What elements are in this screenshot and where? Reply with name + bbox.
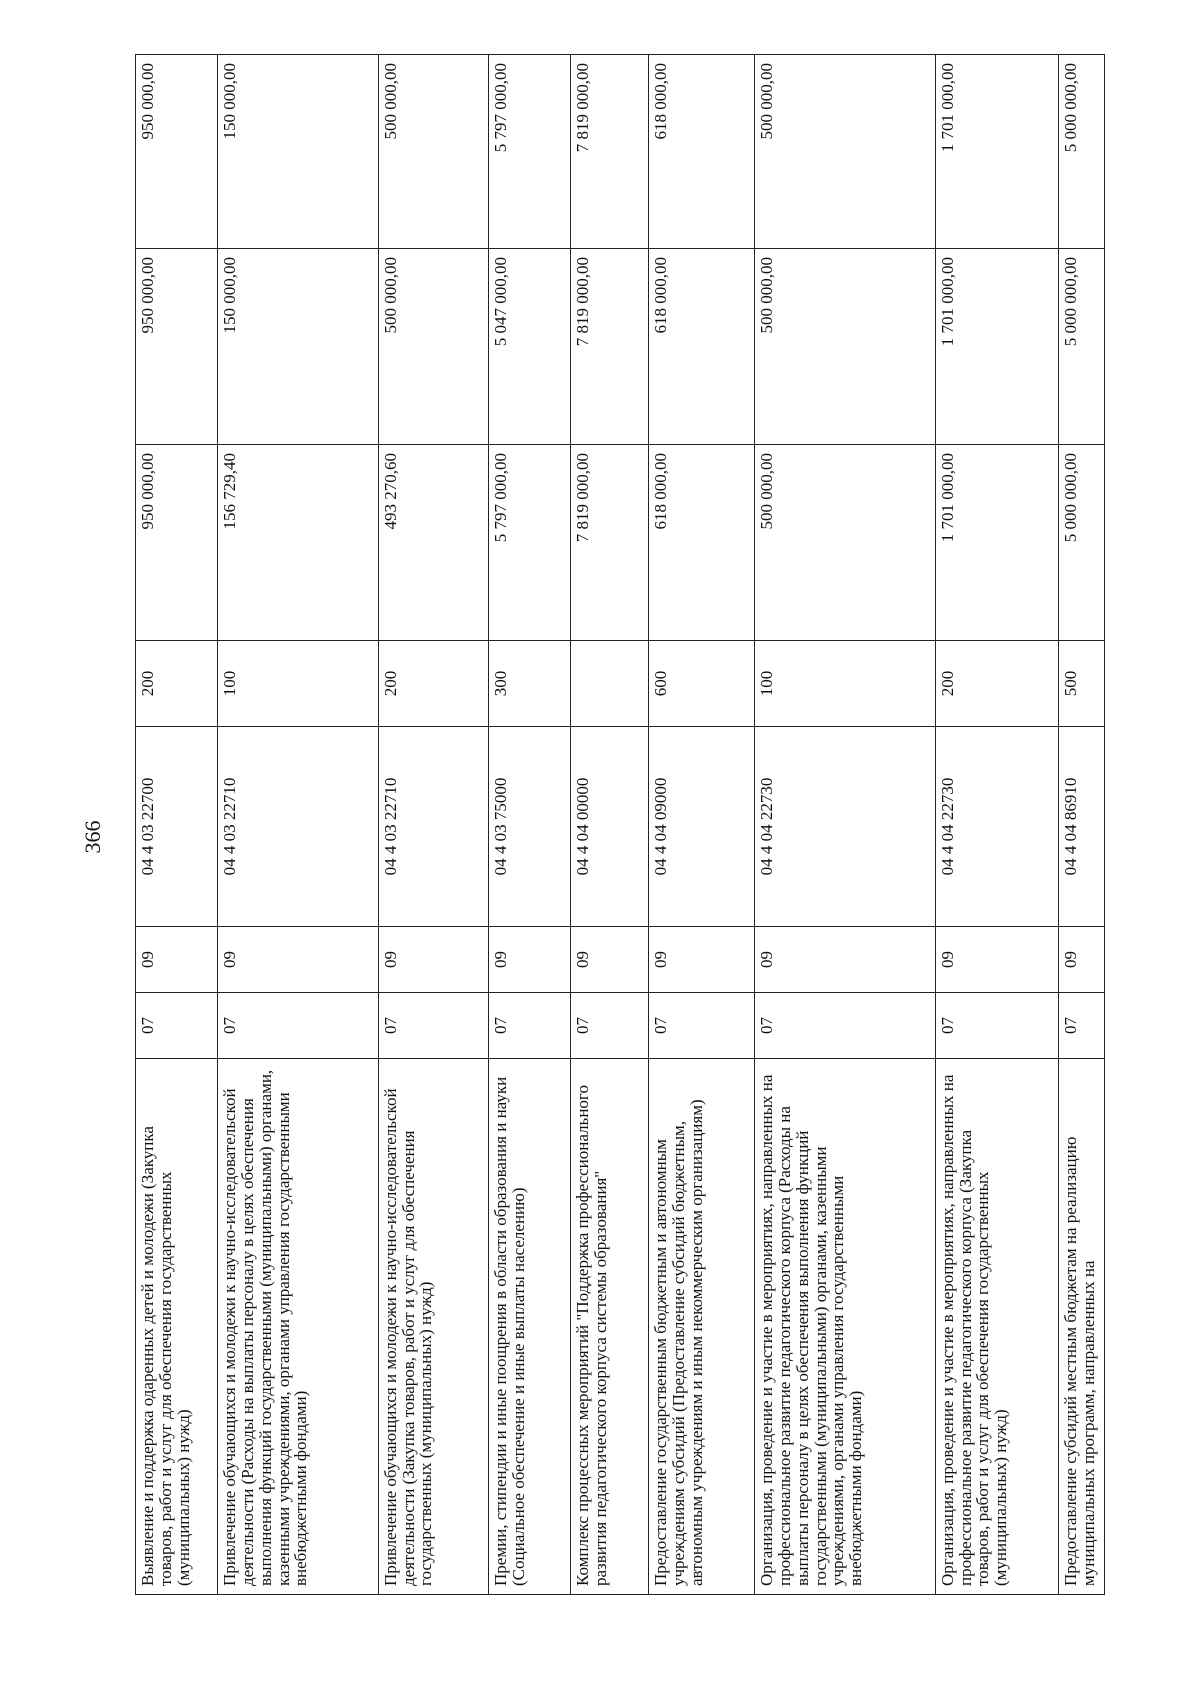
subsection-code: 09 <box>571 927 649 993</box>
section-code: 07 <box>571 993 649 1059</box>
row-description: Комплекс процессных мероприятий "Поддержка профессионального развития педагогического корпуса системы образования" <box>571 1059 649 1595</box>
amount-year-1: 5 797 000,00 <box>489 445 571 641</box>
table-row <box>935 55 1058 1595</box>
amount-year-2: 500 000,00 <box>378 249 488 445</box>
target-article-code: 04 4 03 22710 <box>378 727 488 927</box>
row-description: Предоставление субсидий местным бюджетам на реализацию муниципальных программ, направленных на <box>1058 1059 1104 1595</box>
amount-year-3: 618 000,00 <box>648 55 754 249</box>
table-row <box>489 55 571 1595</box>
subsection-code: 09 <box>136 927 218 993</box>
row-description: Организация, проведение и участие в мероприятиях, направленных на профессиональное развитие педагогического корпуса (Закупка товаров, работ и услуг для обеспечения государственных (муниципальных) нужд) <box>935 1059 1058 1595</box>
target-article-code: 04 4 03 22710 <box>217 727 378 927</box>
section-code: 07 <box>935 993 1058 1059</box>
amount-year-3: 500 000,00 <box>378 55 488 249</box>
target-article-code: 04 4 04 22730 <box>935 727 1058 927</box>
table-body <box>136 55 1105 1595</box>
target-article-code: 04 4 03 75000 <box>489 727 571 927</box>
table-row <box>754 55 935 1595</box>
table-row <box>648 55 754 1595</box>
amount-year-1: 1 701 000,00 <box>935 445 1058 641</box>
section-code: 07 <box>217 993 378 1059</box>
subsection-code: 09 <box>754 927 935 993</box>
budget-table-container <box>135 55 1105 1595</box>
section-code: 07 <box>378 993 488 1059</box>
page-number: 366 <box>80 820 105 854</box>
row-description: Выявление и поддержка одаренных детей и молодежи (Закупка товаров, работ и услуг для обеспечения государственных (муниципальных) нужд) <box>136 1059 218 1595</box>
expense-type-code <box>571 641 649 727</box>
amount-year-3: 7 819 000,00 <box>571 55 649 249</box>
amount-year-3: 500 000,00 <box>754 55 935 249</box>
section-code: 07 <box>136 993 218 1059</box>
amount-year-2: 5 047 000,00 <box>489 249 571 445</box>
section-code: 07 <box>648 993 754 1059</box>
subsection-code: 09 <box>935 927 1058 993</box>
expense-type-code: 200 <box>136 641 218 727</box>
amount-year-2: 150 000,00 <box>217 249 378 445</box>
amount-year-1: 500 000,00 <box>754 445 935 641</box>
table-row <box>217 55 378 1595</box>
amount-year-2: 950 000,00 <box>136 249 218 445</box>
expense-type-code: 100 <box>754 641 935 727</box>
expense-type-code: 100 <box>217 641 378 727</box>
amount-year-1: 950 000,00 <box>136 445 218 641</box>
amount-year-1: 493 270,60 <box>378 445 488 641</box>
amount-year-2: 7 819 000,00 <box>571 249 649 445</box>
table-row <box>136 55 218 1595</box>
table-row <box>571 55 649 1595</box>
target-article-code: 04 4 04 22730 <box>754 727 935 927</box>
row-description: Организация, проведение и участие в мероприятиях, направленных на профессиональное развитие педагогического корпуса (Расходы на выплаты персоналу в целях обеспечения выполнения функций государственными (муниципальными) органами, казенными учреждениями, органами управления государственными внебюджетными фондами) <box>754 1059 935 1595</box>
amount-year-2: 1 701 000,00 <box>935 249 1058 445</box>
row-description: Премии, стипендии и иные поощрения в области образования и науки (Социальное обеспечение и иные выплаты населению) <box>489 1059 571 1595</box>
section-code: 07 <box>754 993 935 1059</box>
subsection-code: 09 <box>378 927 488 993</box>
amount-year-3: 950 000,00 <box>136 55 218 249</box>
amount-year-1: 5 000 000,00 <box>1058 445 1104 641</box>
subsection-code: 09 <box>217 927 378 993</box>
target-article-code: 04 4 04 86910 <box>1058 727 1104 927</box>
amount-year-2: 5 000 000,00 <box>1058 249 1104 445</box>
section-code: 07 <box>1058 993 1104 1059</box>
amount-year-3: 5 000 000,00 <box>1058 55 1104 249</box>
expense-type-code: 200 <box>935 641 1058 727</box>
expense-type-code: 300 <box>489 641 571 727</box>
amount-year-2: 500 000,00 <box>754 249 935 445</box>
amount-year-1: 7 819 000,00 <box>571 445 649 641</box>
budget-table <box>135 54 1105 1595</box>
row-description: Предоставление государственным бюджетным и автономным учреждениям субсидий (Предоставление субсидий бюджетным, автономным учреждениям и иным некоммерческим организациям) <box>648 1059 754 1595</box>
table-row <box>378 55 488 1595</box>
table-row <box>1058 55 1104 1595</box>
target-article-code: 04 4 04 00000 <box>571 727 649 927</box>
expense-type-code: 500 <box>1058 641 1104 727</box>
subsection-code: 09 <box>489 927 571 993</box>
amount-year-3: 150 000,00 <box>217 55 378 249</box>
subsection-code: 09 <box>648 927 754 993</box>
amount-year-1: 618 000,00 <box>648 445 754 641</box>
amount-year-1: 156 729,40 <box>217 445 378 641</box>
expense-type-code: 600 <box>648 641 754 727</box>
row-description: Привлечение обучающихся и молодежи к научно-исследовательской деятельности (Закупка товаров, работ и услуг для обеспечения государственных (муниципальных) нужд) <box>378 1059 488 1595</box>
expense-type-code: 200 <box>378 641 488 727</box>
amount-year-3: 1 701 000,00 <box>935 55 1058 249</box>
target-article-code: 04 4 04 09000 <box>648 727 754 927</box>
subsection-code: 09 <box>1058 927 1104 993</box>
amount-year-2: 618 000,00 <box>648 249 754 445</box>
amount-year-3: 5 797 000,00 <box>489 55 571 249</box>
target-article-code: 04 4 03 22700 <box>136 727 218 927</box>
row-description: Привлечение обучающихся и молодежи к научно-исследовательской деятельности (Расходы на выплаты персоналу в целях обеспечения выполнения функций государственными (муниципальными) органами, казенными учреждениями, органами управления государственными внебюджетными фондами) <box>217 1059 378 1595</box>
section-code: 07 <box>489 993 571 1059</box>
